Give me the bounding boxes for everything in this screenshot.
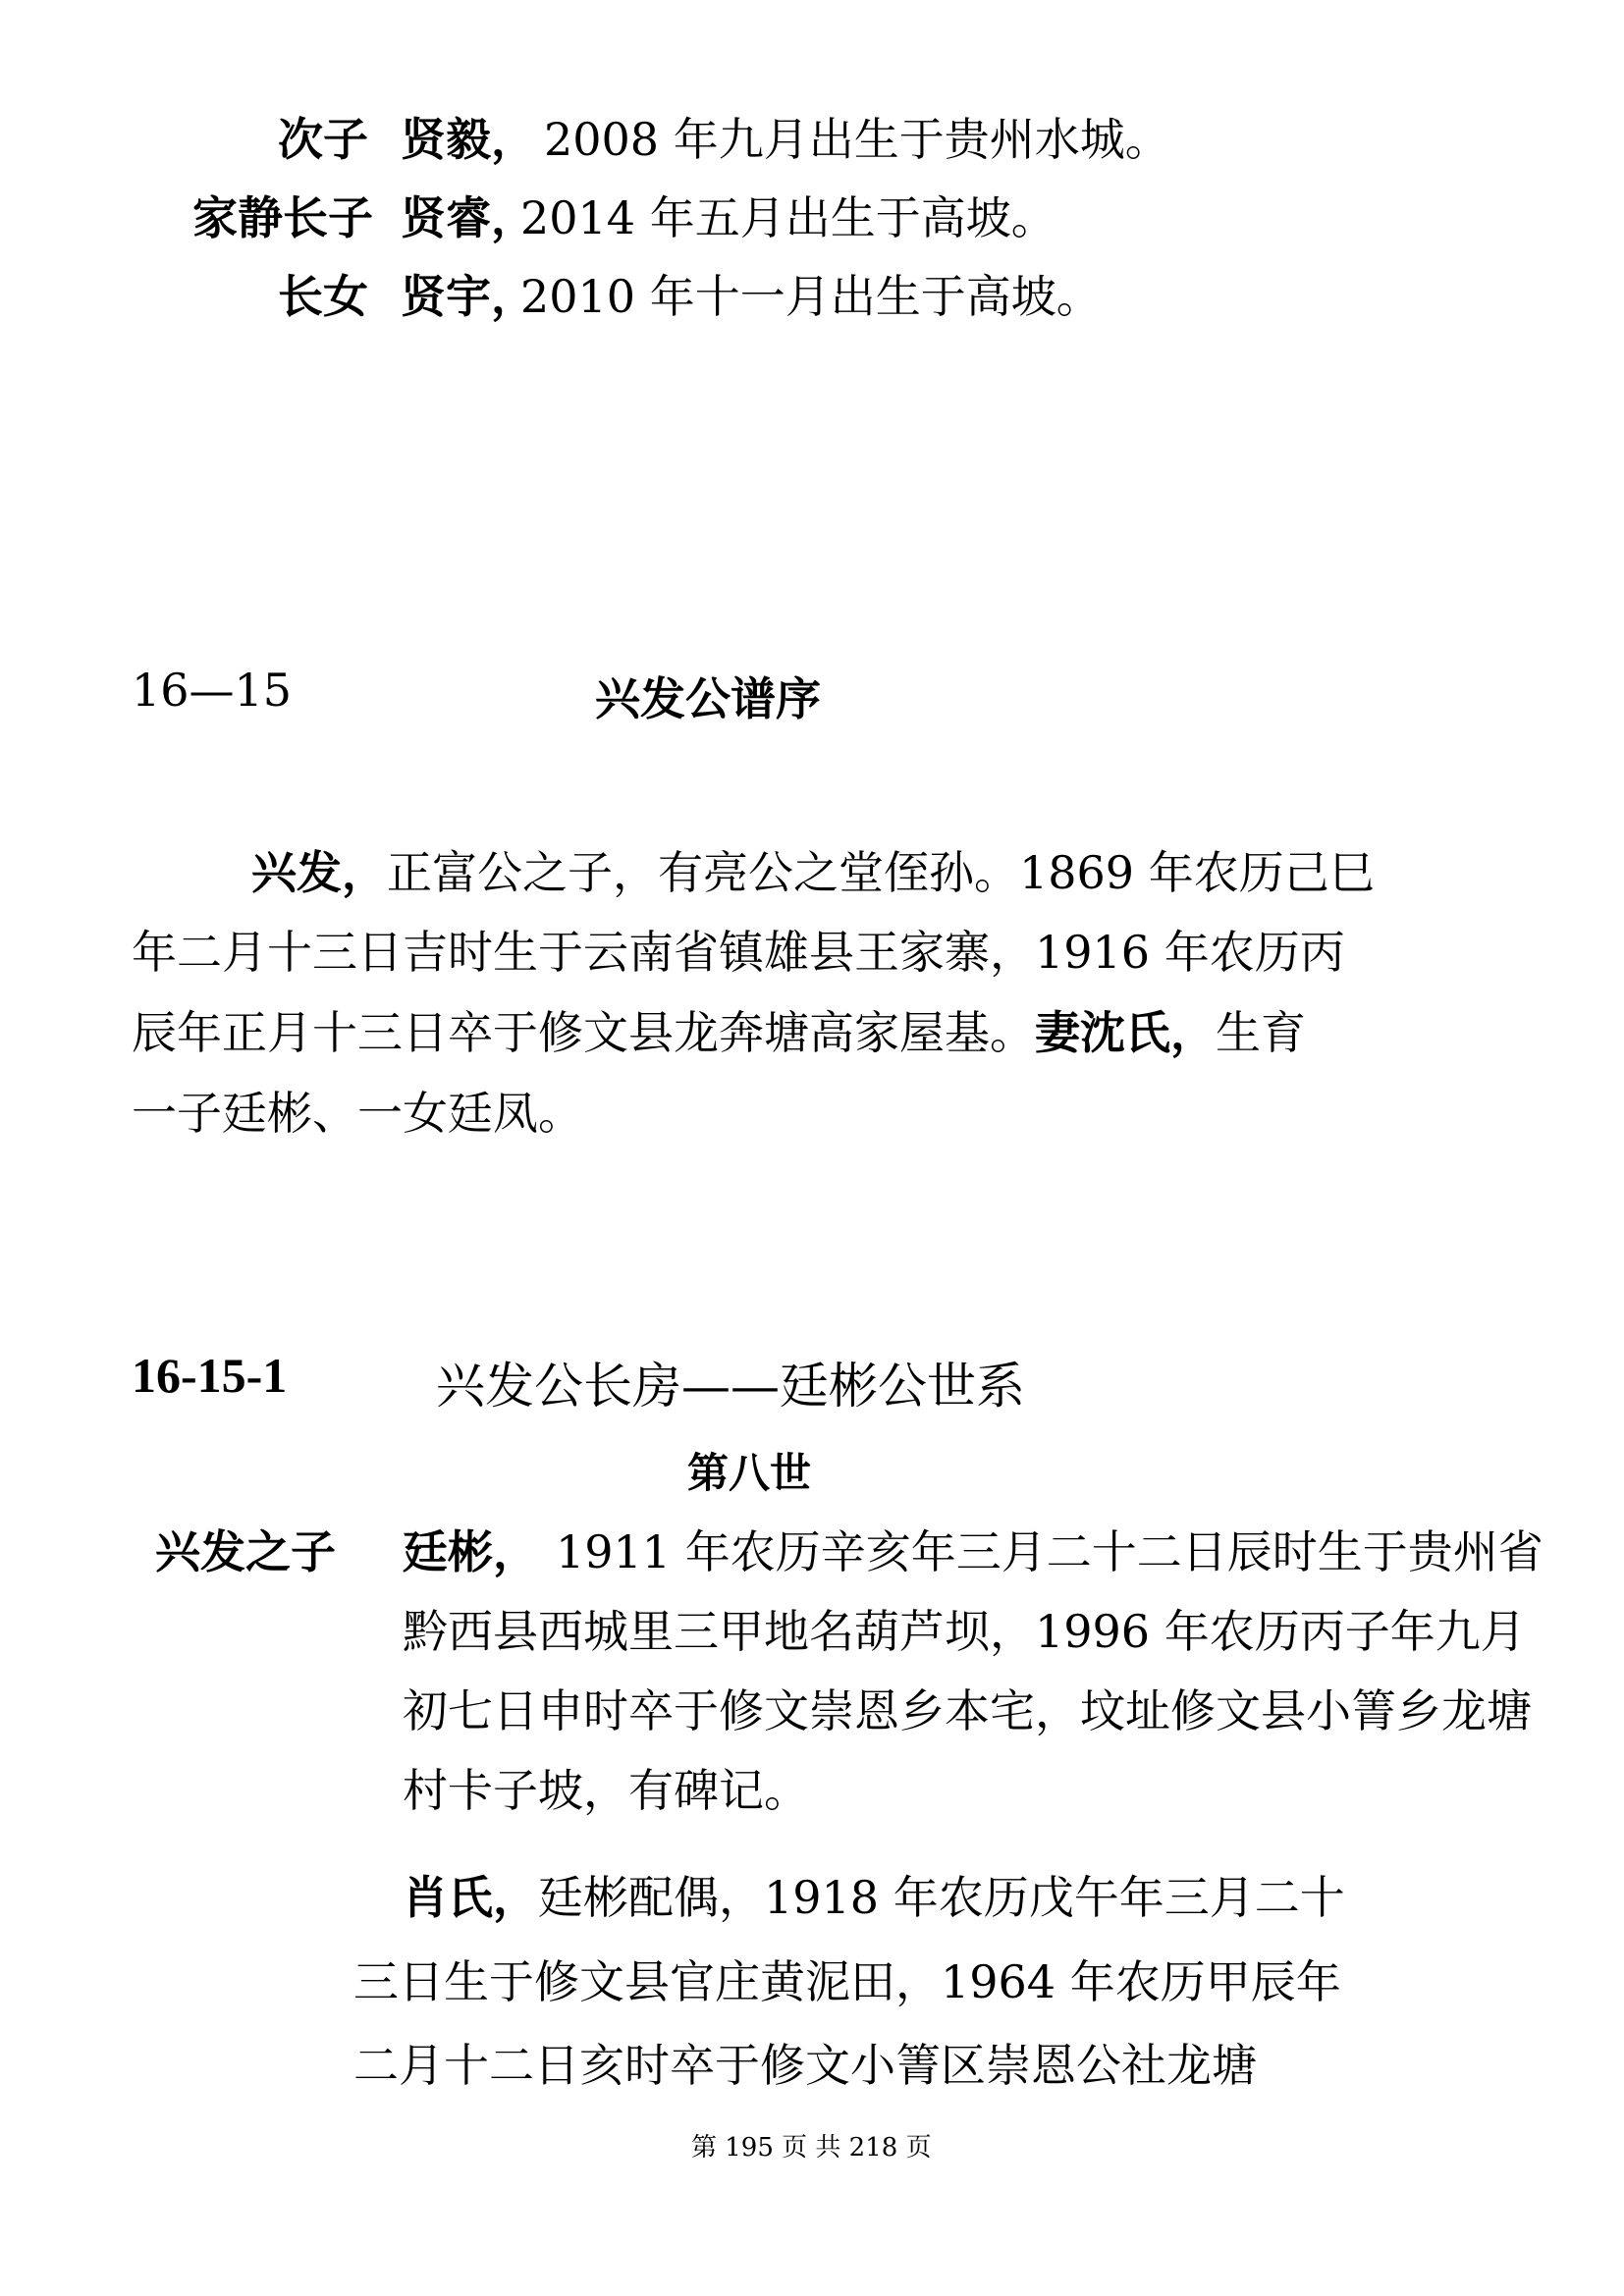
relation-label: 次子 — [278, 113, 368, 166]
spouse-name: 肖氏， — [403, 1871, 538, 1924]
paragraph-line: 三日生于修文县官庄黄泥田，1964 年农历甲辰年 — [353, 1955, 1341, 2008]
paragraph-text: 1911 年农历辛亥年三月二十二日辰时生于贵州省 — [556, 1525, 1543, 1578]
child-text: 2014 年五月出生于高坡。 — [520, 191, 1056, 244]
person-name: 兴发， — [251, 846, 387, 899]
paragraph-text: 廷彬配偶，1918 年农历戊午年三月二十 — [538, 1871, 1345, 1924]
paragraph-line — [403, 1862, 1345, 1927]
paragraph-line — [403, 1517, 1543, 1581]
generation-heading: 第八世 — [687, 1449, 812, 1497]
paragraph-line: 初七日申时卒于修文崇恩乡本宅，坟址修文县小箐乡龙塘 — [403, 1684, 1532, 1737]
paragraph-line: 村卡子坡，有碑记。 — [403, 1764, 809, 1817]
paragraph-text: 正富公之子，有亮公之堂侄孙。1869 年农历己巳 — [387, 846, 1375, 899]
child-text: 2010 年十一月出生于高坡。 — [520, 270, 1102, 323]
section-title: 兴发公长房——廷彬公世系 — [436, 1358, 1025, 1415]
child-name: 贤睿， — [401, 191, 536, 244]
paragraph-line: 黔西县西城里三甲地名葫芦坝，1996 年农历丙子年九月 — [403, 1605, 1526, 1658]
relation-label: 兴发之子 — [155, 1525, 336, 1578]
paragraph-text: 辰年正月十三日卒于修文县龙奔塘高家屋基。 — [132, 1006, 1035, 1059]
child-text: 2008 年九月出生于贵州水城。 — [544, 113, 1170, 166]
relation-label: 长女 — [278, 270, 368, 323]
paragraph-line: 二月十二日亥时卒于修文小箐区崇恩公社龙塘 — [353, 2039, 1257, 2092]
child-name: 贤毅， — [401, 113, 536, 166]
page-footer: 第 195 页 共 218 页 — [691, 2133, 932, 2163]
paragraph-line: 一子廷彬、一女廷凤。 — [132, 1087, 583, 1140]
section-title: 兴发公谱序 — [595, 672, 821, 725]
section-number: 16-15-1 — [132, 1348, 288, 1403]
spouse-name: 妻沈氏， — [1035, 1006, 1216, 1059]
section-number: 16—15 — [132, 664, 293, 717]
relation-label: 家静长子 — [192, 191, 373, 244]
paragraph-line — [132, 997, 1306, 1062]
paragraph-text: 生育 — [1216, 1006, 1306, 1059]
paragraph-line: 年二月十三日吉时生于云南省镇雄县王家寨，1916 年农历丙 — [132, 926, 1345, 979]
child-name: 贤宇， — [401, 270, 536, 323]
paragraph-line — [251, 837, 1375, 902]
person-name: 廷彬， — [403, 1525, 538, 1578]
